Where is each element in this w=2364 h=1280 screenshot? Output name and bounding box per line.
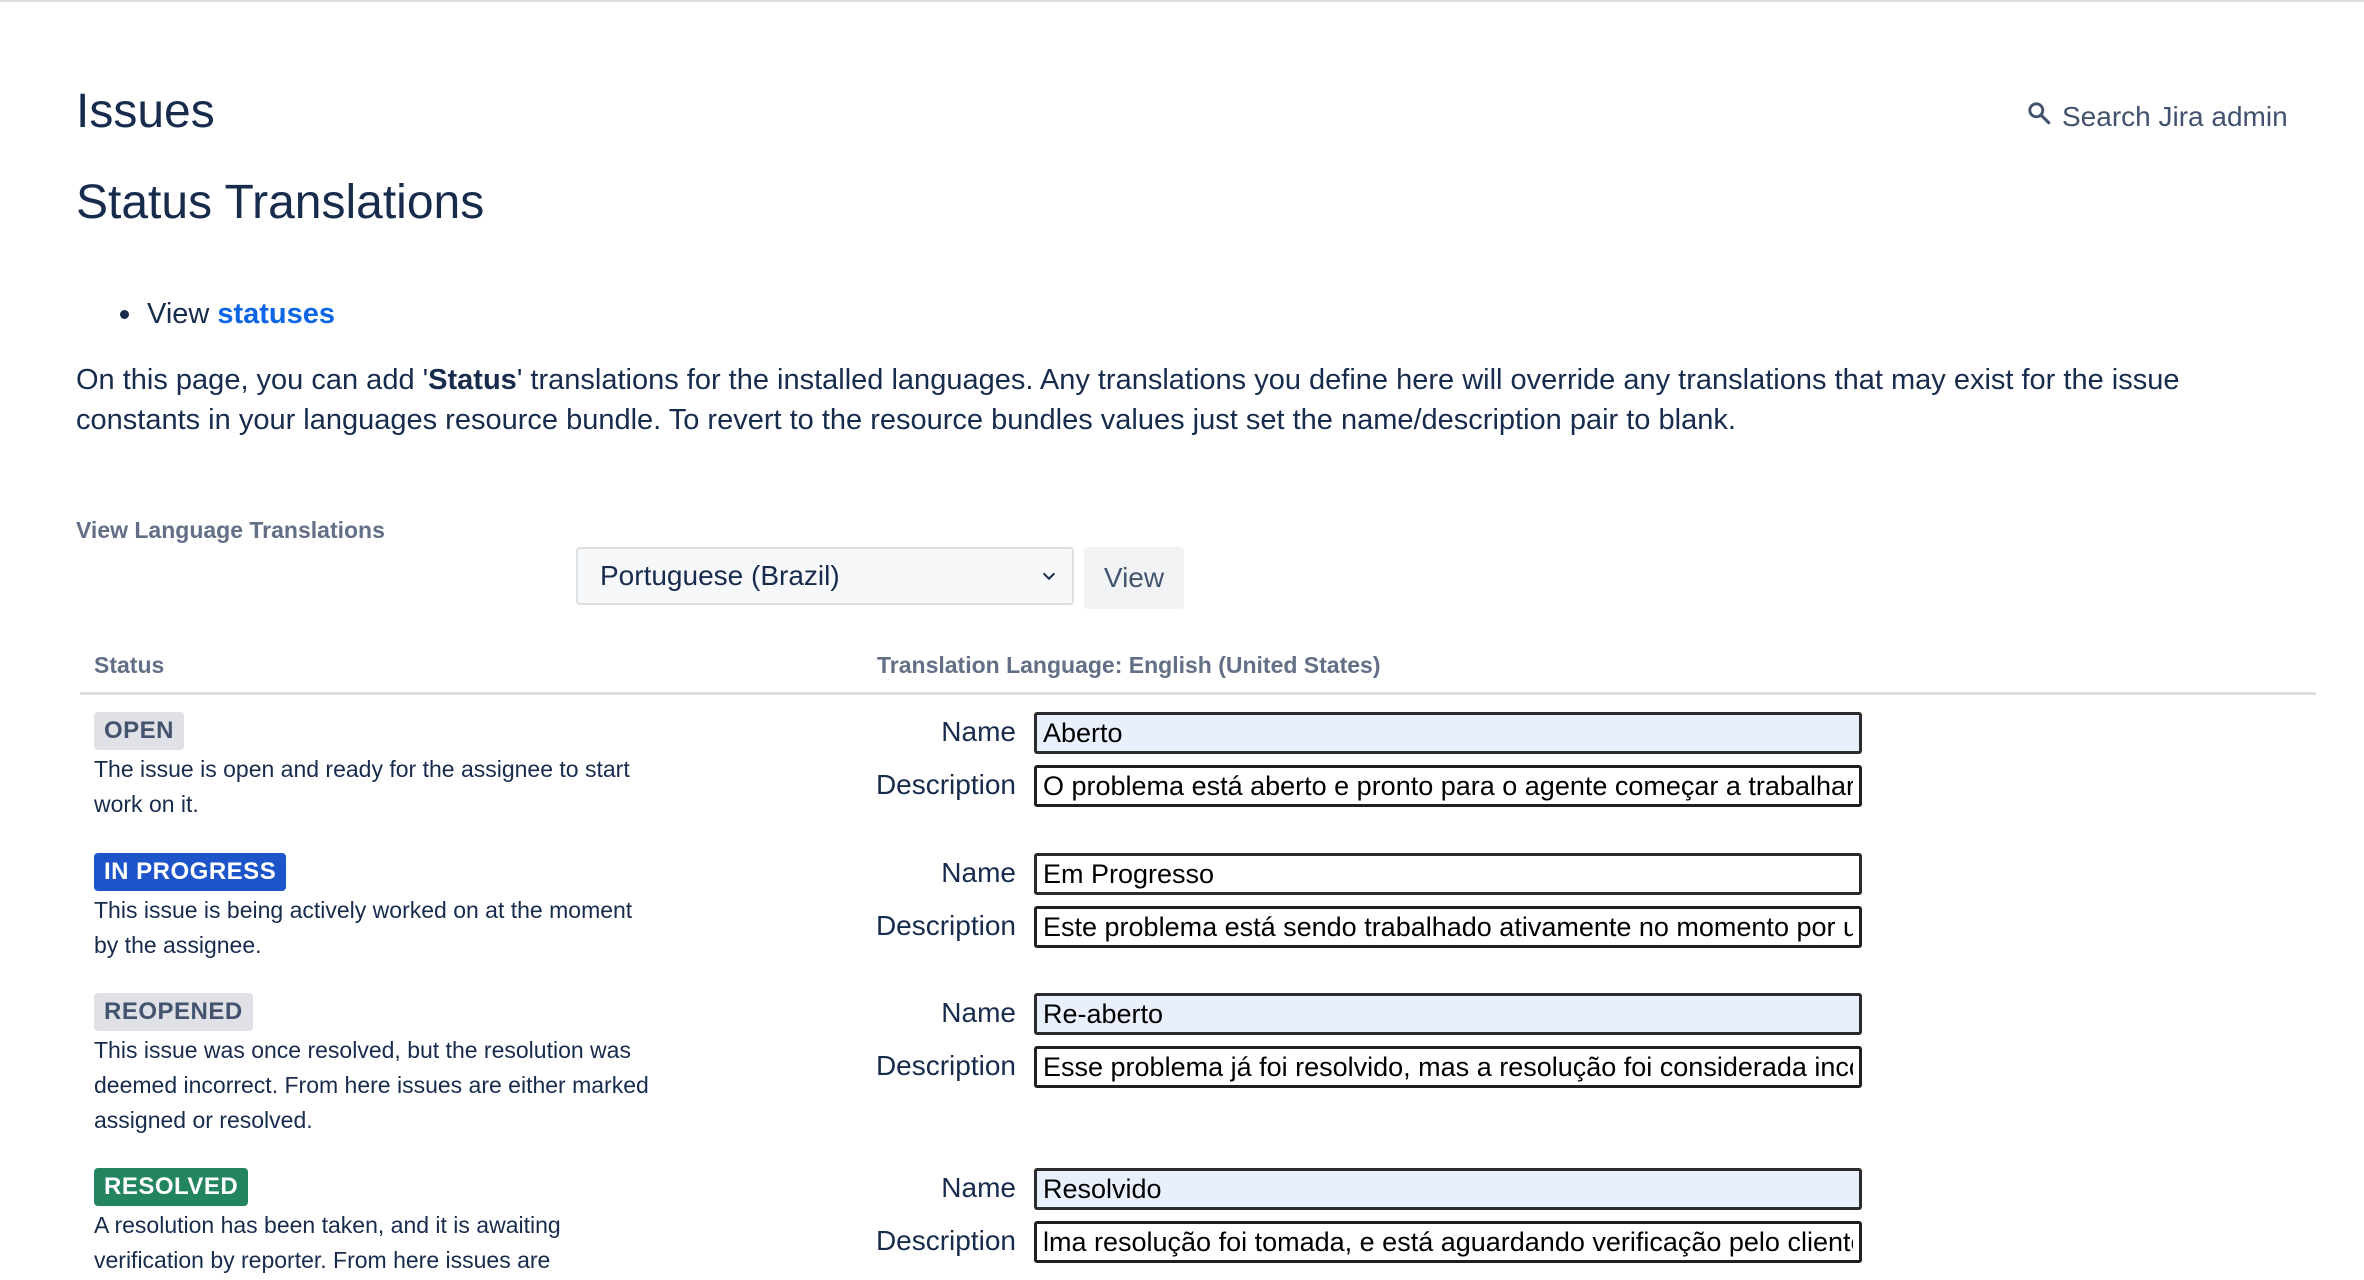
search-label: Search Jira admin <box>2062 100 2288 132</box>
description-text-1: On this page, you can add ' <box>76 364 429 396</box>
name-label: Name <box>941 997 1016 1028</box>
language-select[interactable] <box>576 547 1074 605</box>
name-label: Name <box>941 1172 1016 1203</box>
description-input[interactable] <box>1034 906 1862 948</box>
page-description <box>76 360 2276 440</box>
description-input[interactable] <box>1034 1221 1862 1263</box>
name-input[interactable] <box>1034 712 1862 754</box>
links-list <box>120 298 335 331</box>
status-lozenge: RESOLVED <box>94 1168 248 1206</box>
status-lozenge: OPEN <box>94 712 184 750</box>
description-label: Description <box>875 1225 1016 1256</box>
language-select-value: Portuguese (Brazil) <box>600 560 840 591</box>
description-text-2: ' translations for the installed languages. Any translations you define here will override any translations that may exist for the issue constants in your languages resource bundle. To revert to the resource bundles values just set the name/description pair to blank. <box>76 364 2180 436</box>
status-description: This issue was once resolved, but the resolution was deemed incorrect. From here issues are either marked assigned or resolved. <box>94 1037 649 1133</box>
description-label: Description <box>875 1050 1016 1081</box>
name-label: Name <box>941 857 1016 888</box>
translation-column-header: Translation Language: English (United States) <box>877 652 1381 678</box>
language-picker-label: View Language Translations <box>76 517 385 543</box>
bullet <box>120 310 129 319</box>
status-description: This issue is being actively worked on at the moment by the assignee. <box>94 897 633 958</box>
description-input[interactable] <box>1034 765 1862 807</box>
search-jira-admin-button[interactable] <box>2026 100 2288 133</box>
name-label: Name <box>941 716 1016 747</box>
description-label: Description <box>875 769 1016 800</box>
chevron-down-icon <box>1040 560 1058 592</box>
statuses-link[interactable]: statuses <box>217 298 336 330</box>
search-icon <box>2026 100 2052 133</box>
table-header-divider <box>80 692 2316 695</box>
description-input[interactable] <box>1034 1046 1862 1088</box>
name-input[interactable] <box>1034 1168 1862 1210</box>
status-column-header: Status <box>94 652 165 678</box>
status-lozenge: REOPENED <box>94 993 253 1031</box>
name-input[interactable] <box>1034 993 1862 1035</box>
section-title: Issues <box>76 85 215 138</box>
description-bold: Status <box>428 364 517 396</box>
description-label: Description <box>875 910 1016 941</box>
status-lozenge: IN PROGRESS <box>94 853 286 891</box>
status-description: A resolution has been taken, and it is awaiting verification by reporter. From here issues are <box>94 1212 561 1273</box>
name-input[interactable] <box>1034 853 1862 895</box>
status-description: The issue is open and ready for the assignee to start work on it. <box>94 756 630 817</box>
list-item <box>120 298 335 331</box>
page-title: Status Translations <box>76 176 485 229</box>
view-button[interactable]: View <box>1084 547 1184 609</box>
link-prefix: View <box>147 298 210 330</box>
